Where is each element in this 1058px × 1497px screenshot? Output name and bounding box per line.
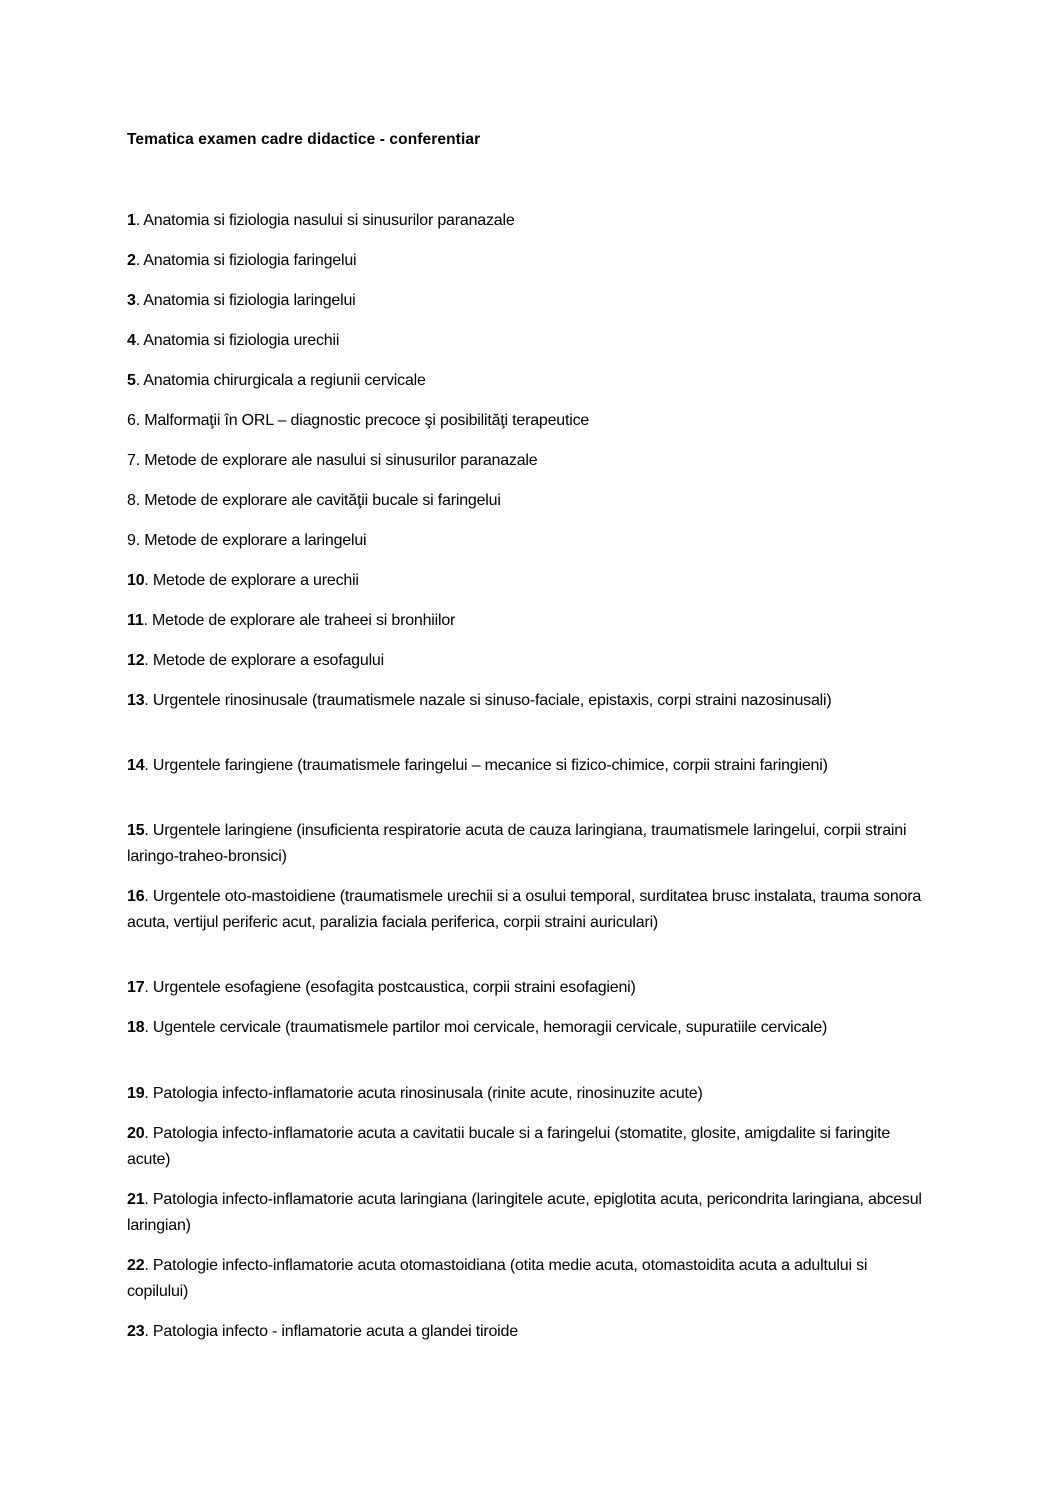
item-text: . Urgentele laringiene (insuficienta respiratorie acuta de cauza laringiana, traumatismele laringelui, corpii straini laringo-traheo-bronsici) bbox=[127, 822, 907, 865]
list-item bbox=[127, 448, 927, 474]
item-text: . Anatomia si fiziologia faringelui bbox=[135, 252, 357, 269]
list-item bbox=[127, 648, 927, 674]
item-number: 17 bbox=[127, 979, 145, 996]
list-item bbox=[127, 208, 927, 234]
item-text: . Urgentele oto-mastoidiene (traumatismele urechii si a osului temporal, surditatea brusc instalata, trauma sonora acuta, vertijul periferic acut, paralizia faciala periferica, corpii straini auriculari) bbox=[127, 888, 922, 931]
list-item bbox=[127, 1015, 927, 1041]
item-text: . Anatomia si fiziologia nasului si sinusurilor paranazale bbox=[135, 212, 515, 229]
item-number: 23 bbox=[127, 1323, 145, 1340]
list-item bbox=[127, 688, 927, 714]
item-number: 6 bbox=[127, 412, 136, 429]
item-number: 19 bbox=[127, 1085, 145, 1102]
item-number: 2 bbox=[127, 252, 136, 269]
item-number: 16 bbox=[127, 888, 145, 905]
list-item bbox=[127, 608, 927, 634]
item-number: 1 bbox=[127, 212, 136, 229]
item-number: 20 bbox=[127, 1125, 145, 1142]
item-text: . Metode de explorare a laringelui bbox=[135, 532, 367, 549]
list-item bbox=[127, 818, 927, 869]
item-number: 4 bbox=[127, 332, 136, 349]
list-item bbox=[127, 328, 927, 354]
item-text: . Urgentele rinosinusale (traumatismele nazale si sinuso-faciale, epistaxis, corpi straini nazosinusali) bbox=[144, 692, 832, 709]
list-item bbox=[127, 753, 927, 779]
item-text: . Anatomia si fiziologia urechii bbox=[135, 332, 340, 349]
item-text: . Metode de explorare a urechii bbox=[144, 572, 359, 589]
item-number: 21 bbox=[127, 1191, 145, 1208]
item-number: 8 bbox=[127, 492, 136, 509]
list-item bbox=[127, 488, 927, 514]
list-item bbox=[127, 528, 927, 554]
item-text: . Patologia infecto-inflamatorie acuta a cavitatii bucale si a faringelui (stomatite, glosite, amigdalite si faringite acute) bbox=[127, 1125, 891, 1168]
list-item bbox=[127, 884, 927, 935]
list-item bbox=[127, 568, 927, 594]
item-text: . Patologia infecto-inflamatorie acuta rinosinusala (rinite acute, rinosinuzite acute) bbox=[144, 1085, 703, 1102]
item-number: 18 bbox=[127, 1019, 145, 1036]
item-text: . Metode de explorare ale cavităţii bucale si faringelui bbox=[135, 492, 501, 509]
item-number: 15 bbox=[127, 822, 145, 839]
list-item bbox=[127, 1319, 927, 1345]
item-number: 22 bbox=[127, 1257, 145, 1274]
item-number: 13 bbox=[127, 692, 145, 709]
item-number: 10 bbox=[127, 572, 145, 589]
document-title: Tematica examen cadre didactice - conferentiar bbox=[127, 131, 481, 148]
item-number: 14 bbox=[127, 757, 145, 774]
item-text: . Patologia infecto - inflamatorie acuta a glandei tiroide bbox=[144, 1323, 518, 1340]
item-text: . Ugentele cervicale (traumatismele partilor moi cervicale, hemoragii cervicale, supuratiile cervicale) bbox=[144, 1019, 828, 1036]
item-text: . Patologie infecto-inflamatorie acuta otomastoidiana (otita medie acuta, otomastoidita acuta a adultului si copilului) bbox=[127, 1257, 868, 1300]
item-text: . Anatomia chirurgicala a regiunii cervicale bbox=[135, 372, 426, 389]
item-text: . Metode de explorare a esofagului bbox=[144, 652, 384, 669]
list-item bbox=[127, 1121, 927, 1172]
item-text: . Metode de explorare ale traheei si bronhiilor bbox=[143, 612, 456, 629]
item-text: . Urgentele faringiene (traumatismele faringelui – mecanice si fizico-chimice, corpii straini faringieni) bbox=[144, 757, 828, 774]
item-number: 5 bbox=[127, 372, 136, 389]
item-text: . Patologia infecto-inflamatorie acuta laringiana (laringitele acute, epiglotita acuta, pericondrita laringiana, abcesul laringian) bbox=[127, 1191, 922, 1234]
item-number: 3 bbox=[127, 292, 136, 309]
item-text: . Malformaţii în ORL – diagnostic precoce şi posibilităţi terapeutice bbox=[135, 412, 590, 429]
item-number: 12 bbox=[127, 652, 145, 669]
item-text: . Metode de explorare ale nasului si sinusurilor paranazale bbox=[135, 452, 538, 469]
list-item bbox=[127, 1253, 927, 1304]
item-text: . Anatomia si fiziologia laringelui bbox=[135, 292, 356, 309]
item-text: . Urgentele esofagiene (esofagita postcaustica, corpii straini esofagieni) bbox=[144, 979, 636, 996]
item-number: 9 bbox=[127, 532, 136, 549]
item-number: 7 bbox=[127, 452, 136, 469]
list-item bbox=[127, 248, 927, 274]
item-number: 11 bbox=[127, 612, 144, 629]
list-item bbox=[127, 1187, 927, 1238]
list-item bbox=[127, 368, 927, 394]
list-item bbox=[127, 408, 927, 434]
list-item bbox=[127, 288, 927, 314]
list-item bbox=[127, 975, 927, 1001]
list-item bbox=[127, 1081, 927, 1107]
